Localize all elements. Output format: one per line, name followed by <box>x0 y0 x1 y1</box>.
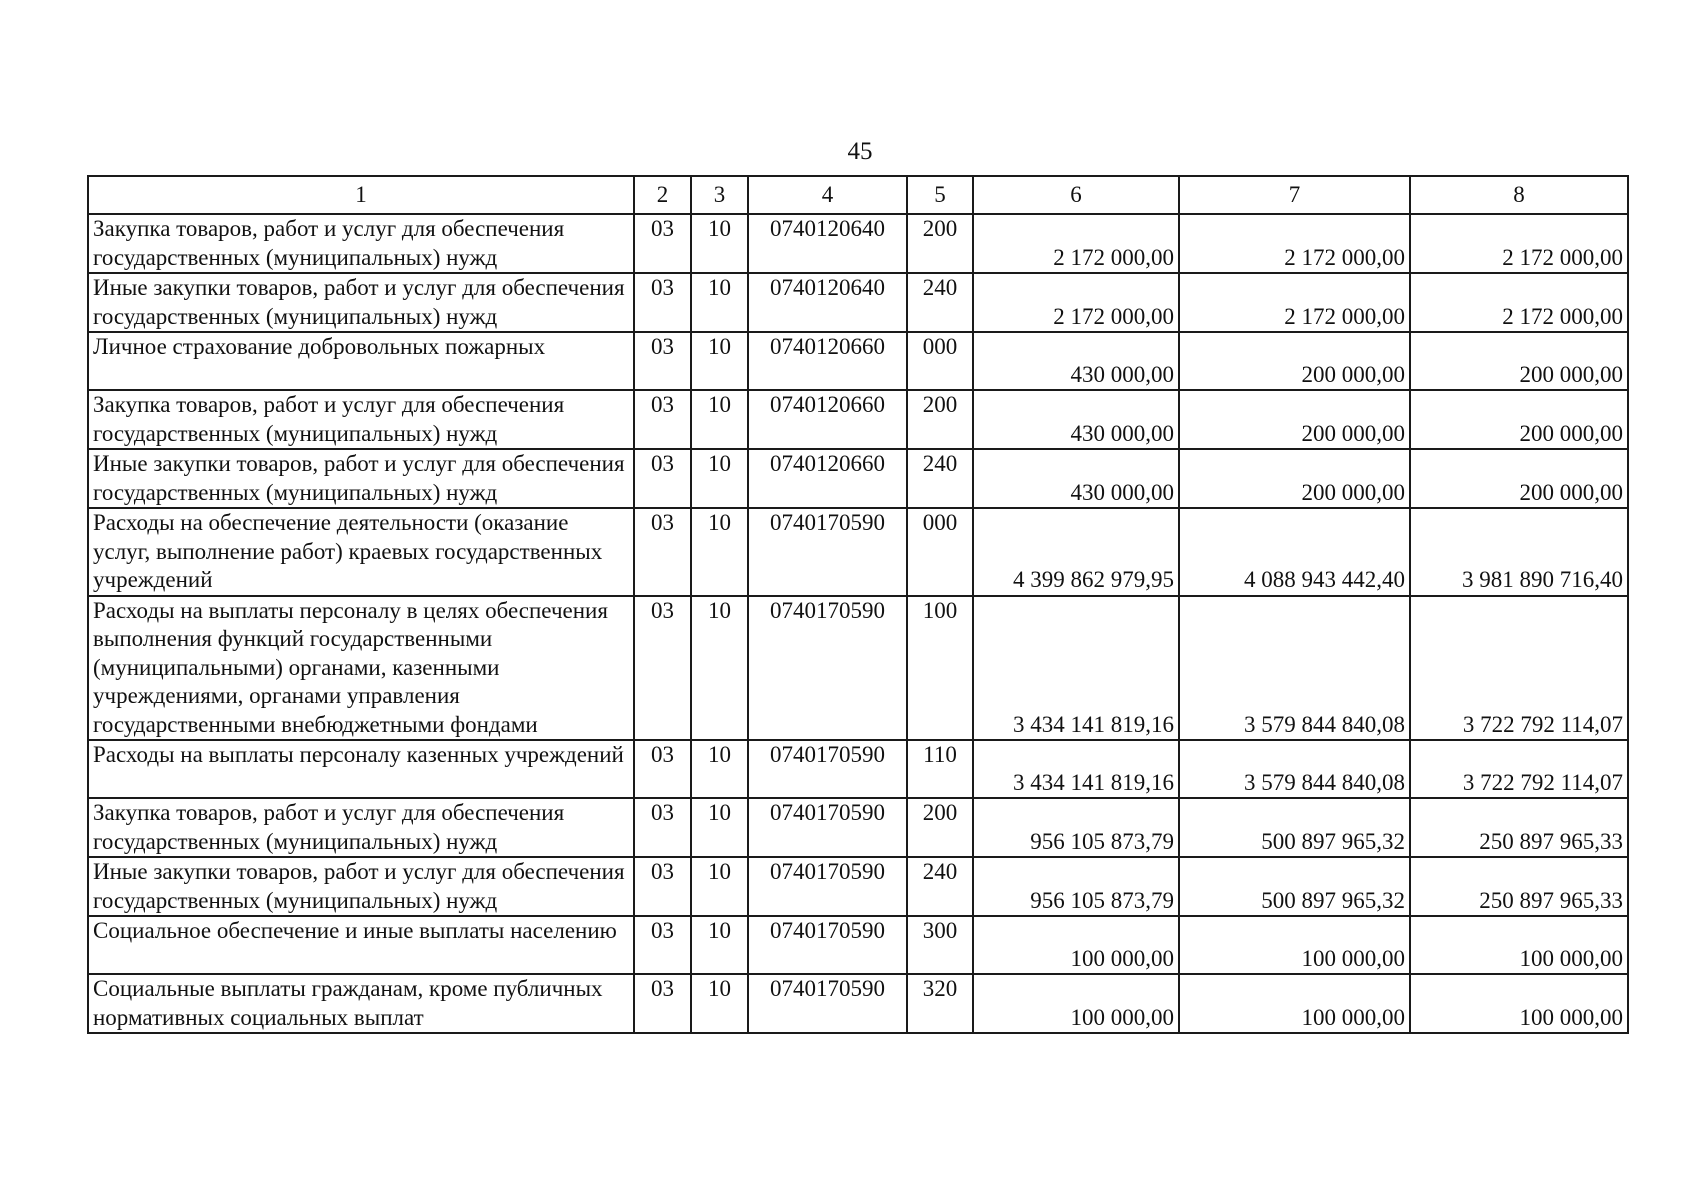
amount-col6: 956 105 873,79 <box>973 857 1179 916</box>
amount-col7: 4 088 943 442,40 <box>1179 508 1410 596</box>
expense-name: Закупка товаров, работ и услуг для обеспечения государственных (муниципальных) нужд <box>88 214 634 273</box>
section-code: 03 <box>634 798 691 857</box>
target-article-code: 0740170590 <box>748 798 907 857</box>
expense-name: Закупка товаров, работ и услуг для обеспечения государственных (муниципальных) нужд <box>88 798 634 857</box>
amount-col7: 200 000,00 <box>1179 332 1410 390</box>
target-article-code: 0740120660 <box>748 449 907 508</box>
subsection-code: 10 <box>691 798 748 857</box>
expense-name: Личное страхование добровольных пожарных <box>88 332 634 390</box>
amount-col8: 200 000,00 <box>1410 390 1628 449</box>
section-code: 03 <box>634 974 691 1033</box>
expense-type-code: 200 <box>907 214 973 273</box>
expense-name: Расходы на выплаты персоналу в целях обеспечения выполнения функций государственными (муниципальными) органами, казенными учреждениями, органами управления государственными внебюджетными фондами <box>88 596 634 741</box>
expense-name: Социальные выплаты гражданам, кроме публичных нормативных социальных выплат <box>88 974 634 1033</box>
subsection-code: 10 <box>691 390 748 449</box>
expense-type-code: 110 <box>907 740 973 798</box>
amount-col6: 3 434 141 819,16 <box>973 596 1179 741</box>
page-number: 45 <box>847 138 873 165</box>
table-row <box>88 798 1628 857</box>
table-row <box>88 974 1628 1033</box>
expense-type-code: 320 <box>907 974 973 1033</box>
section-code: 03 <box>634 740 691 798</box>
subsection-code: 10 <box>691 214 748 273</box>
table-row <box>88 596 1628 741</box>
section-code: 03 <box>634 273 691 332</box>
amount-col8: 2 172 000,00 <box>1410 273 1628 332</box>
amount-col6: 956 105 873,79 <box>973 798 1179 857</box>
amount-col7: 500 897 965,32 <box>1179 857 1410 916</box>
table-row <box>88 916 1628 974</box>
table-row <box>88 508 1628 596</box>
amount-col7: 2 172 000,00 <box>1179 273 1410 332</box>
expense-name: Иные закупки товаров, работ и услуг для обеспечения государственных (муниципальных) нужд <box>88 449 634 508</box>
target-article-code: 0740170590 <box>748 508 907 596</box>
target-article-code: 0740120640 <box>748 214 907 273</box>
amount-col8: 100 000,00 <box>1410 974 1628 1033</box>
expense-name: Иные закупки товаров, работ и услуг для обеспечения государственных (муниципальных) нужд <box>88 857 634 916</box>
table-row <box>88 273 1628 332</box>
amount-col7: 100 000,00 <box>1179 916 1410 974</box>
expense-type-code: 000 <box>907 332 973 390</box>
amount-col8: 250 897 965,33 <box>1410 857 1628 916</box>
table-row <box>88 332 1628 390</box>
target-article-code: 0740170590 <box>748 596 907 741</box>
target-article-code: 0740170590 <box>748 916 907 974</box>
expense-name: Расходы на обеспечение деятельности (оказание услуг, выполнение работ) краевых государственных учреждений <box>88 508 634 596</box>
table-row <box>88 740 1628 798</box>
amount-col8: 3 981 890 716,40 <box>1410 508 1628 596</box>
table-row <box>88 214 1628 273</box>
expense-type-code: 000 <box>907 508 973 596</box>
target-article-code: 0740120640 <box>748 273 907 332</box>
section-code: 03 <box>634 916 691 974</box>
amount-col7: 200 000,00 <box>1179 449 1410 508</box>
amount-col6: 2 172 000,00 <box>973 214 1179 273</box>
subsection-code: 10 <box>691 273 748 332</box>
header-cell: 5 <box>907 176 973 214</box>
amount-col8: 200 000,00 <box>1410 449 1628 508</box>
subsection-code: 10 <box>691 857 748 916</box>
section-code: 03 <box>634 214 691 273</box>
amount-col7: 100 000,00 <box>1179 974 1410 1033</box>
header-cell: 4 <box>748 176 907 214</box>
subsection-code: 10 <box>691 596 748 741</box>
expense-type-code: 100 <box>907 596 973 741</box>
amount-col6: 4 399 862 979,95 <box>973 508 1179 596</box>
amount-col7: 3 579 844 840,08 <box>1179 596 1410 741</box>
amount-col6: 3 434 141 819,16 <box>973 740 1179 798</box>
header-cell: 3 <box>691 176 748 214</box>
target-article-code: 0740170590 <box>748 740 907 798</box>
section-code: 03 <box>634 596 691 741</box>
amount-col6: 430 000,00 <box>973 390 1179 449</box>
target-article-code: 0740120660 <box>748 390 907 449</box>
target-article-code: 0740170590 <box>748 974 907 1033</box>
subsection-code: 10 <box>691 332 748 390</box>
subsection-code: 10 <box>691 740 748 798</box>
header-cell: 2 <box>634 176 691 214</box>
header-cell: 1 <box>88 176 634 214</box>
section-code: 03 <box>634 390 691 449</box>
expense-type-code: 300 <box>907 916 973 974</box>
expense-name: Расходы на выплаты персоналу казенных учреждений <box>88 740 634 798</box>
section-code: 03 <box>634 449 691 508</box>
amount-col7: 2 172 000,00 <box>1179 214 1410 273</box>
target-article-code: 0740170590 <box>748 857 907 916</box>
section-code: 03 <box>634 332 691 390</box>
section-code: 03 <box>634 508 691 596</box>
expense-name: Иные закупки товаров, работ и услуг для обеспечения государственных (муниципальных) нужд <box>88 273 634 332</box>
table-row <box>88 449 1628 508</box>
expense-name: Социальное обеспечение и иные выплаты населению <box>88 916 634 974</box>
expense-type-code: 200 <box>907 798 973 857</box>
amount-col8: 250 897 965,33 <box>1410 798 1628 857</box>
amount-col8: 200 000,00 <box>1410 332 1628 390</box>
expense-type-code: 240 <box>907 449 973 508</box>
header-cell: 6 <box>973 176 1179 214</box>
expense-type-code: 240 <box>907 857 973 916</box>
amount-col8: 3 722 792 114,07 <box>1410 740 1628 798</box>
amount-col7: 200 000,00 <box>1179 390 1410 449</box>
amount-col8: 2 172 000,00 <box>1410 214 1628 273</box>
section-code: 03 <box>634 857 691 916</box>
header-cell: 7 <box>1179 176 1410 214</box>
header-row <box>88 176 1628 214</box>
amount-col6: 100 000,00 <box>973 916 1179 974</box>
expense-type-code: 200 <box>907 390 973 449</box>
amount-col7: 3 579 844 840,08 <box>1179 740 1410 798</box>
subsection-code: 10 <box>691 508 748 596</box>
subsection-code: 10 <box>691 974 748 1033</box>
amount-col8: 3 722 792 114,07 <box>1410 596 1628 741</box>
subsection-code: 10 <box>691 449 748 508</box>
amount-col6: 100 000,00 <box>973 974 1179 1033</box>
amount-col6: 430 000,00 <box>973 449 1179 508</box>
amount-col8: 100 000,00 <box>1410 916 1628 974</box>
table-row <box>88 857 1628 916</box>
target-article-code: 0740120660 <box>748 332 907 390</box>
amount-col6: 2 172 000,00 <box>973 273 1179 332</box>
amount-col6: 430 000,00 <box>973 332 1179 390</box>
table-row <box>88 390 1628 449</box>
budget-table <box>87 175 1629 1034</box>
header-cell: 8 <box>1410 176 1628 214</box>
amount-col7: 500 897 965,32 <box>1179 798 1410 857</box>
expense-type-code: 240 <box>907 273 973 332</box>
expense-name: Закупка товаров, работ и услуг для обеспечения государственных (муниципальных) нужд <box>88 390 634 449</box>
subsection-code: 10 <box>691 916 748 974</box>
